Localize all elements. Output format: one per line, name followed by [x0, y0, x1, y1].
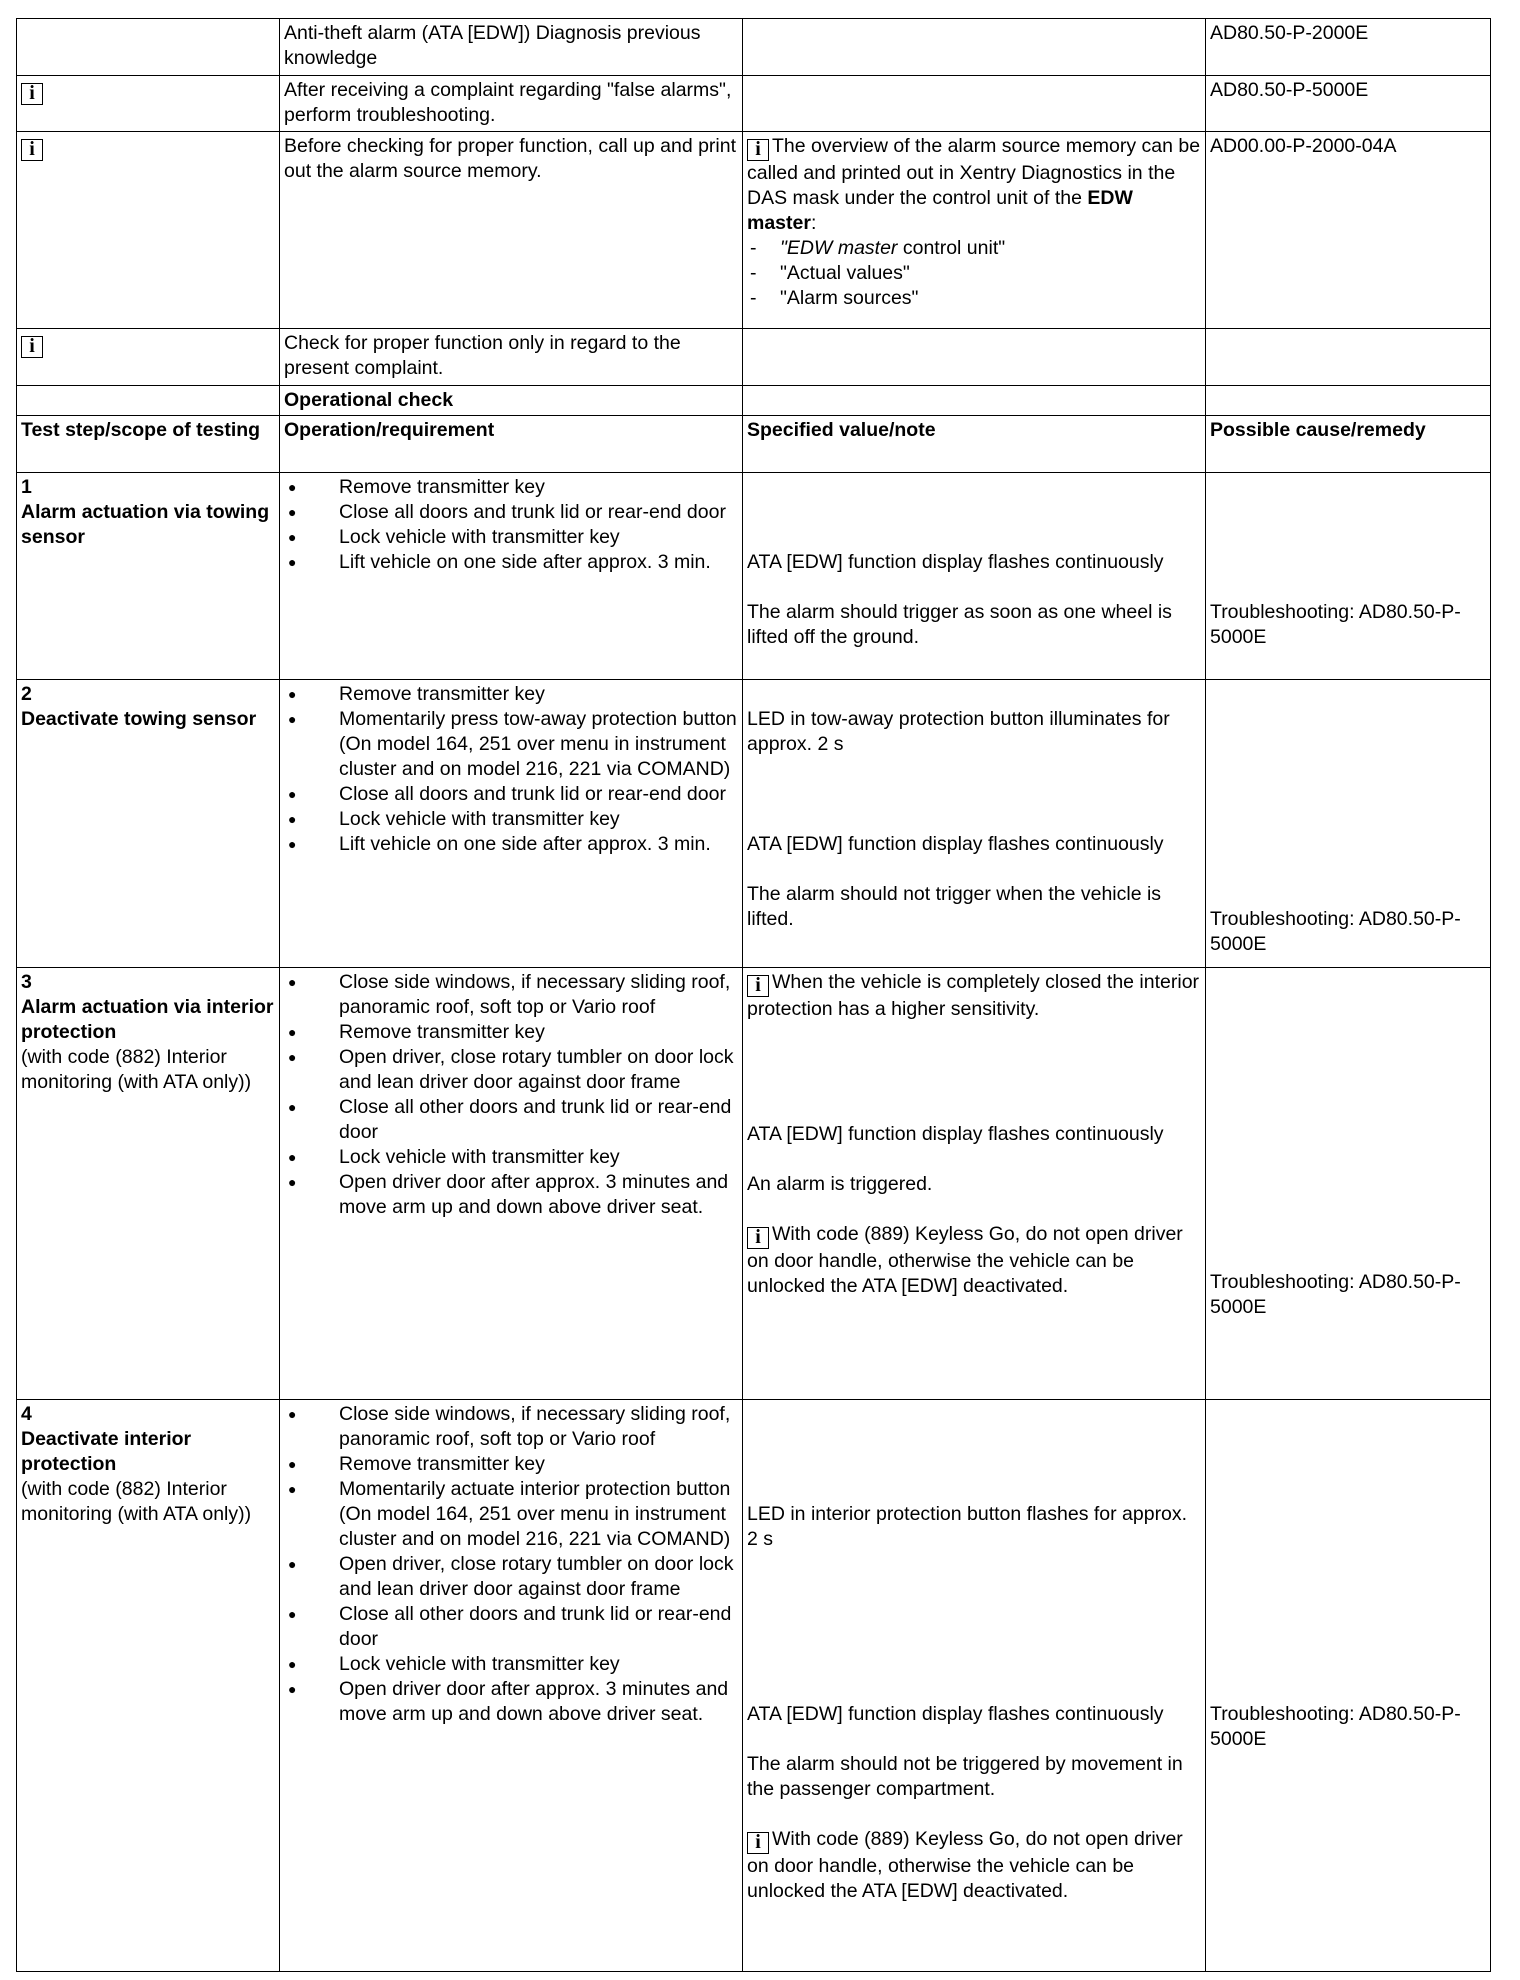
list-item: ● Lift vehicle on one side after approx. 3 min. — [284, 550, 738, 575]
remedy-cell — [1206, 473, 1491, 680]
operation-cell — [280, 473, 743, 680]
list-item: ● Close side windows, if necessary sliding roof, panoramic roof, soft top or Vario roof — [284, 1402, 738, 1452]
operation-list — [284, 970, 738, 1220]
operation-list — [284, 1402, 738, 1502]
column-header: Possible cause/remedy — [1206, 416, 1491, 473]
step-number: 1 — [21, 476, 32, 498]
list-item: ● Momentarily press tow-away protection button — [284, 707, 738, 732]
list-item: ● Momentarily actuate interior protection button — [284, 1477, 738, 1502]
step-number: 4 — [21, 1403, 32, 1425]
info-icon: i — [747, 975, 769, 997]
step-scope — [17, 473, 280, 680]
test-step-row — [17, 680, 1491, 968]
intro-row — [17, 76, 1491, 132]
list-item: ● Open driver, close rotary tumbler on door lock and lean driver door against door frame — [284, 1045, 738, 1095]
note-text: The alarm should trigger as soon as one wheel is lifted off the ground. — [747, 601, 1172, 648]
step-subtitle: (with code (882) Interior monitoring (with ATA only)) — [21, 1478, 252, 1525]
note-text: When the vehicle is completely closed the interior protection has a higher sensitivity. — [747, 971, 1200, 1020]
reference-code: AD80.50-P-2000E — [1206, 19, 1491, 76]
intro-text: Check for proper function only in regard to the present complaint. — [280, 329, 743, 386]
note-text: : — [810, 212, 817, 234]
operation-note: (On model 164, 251 over menu in instrument cluster and on model 216, 221 via COMAND) — [339, 1503, 731, 1550]
operation-cell — [280, 968, 743, 1400]
test-step-row — [17, 473, 1491, 680]
operation-list — [284, 1552, 738, 1727]
list-item: - "Alarm sources" — [747, 286, 1201, 311]
reference-code: AD00.00-P-2000-04A — [1206, 132, 1491, 329]
operation-cell — [280, 1400, 743, 1972]
column-header: Operation/requirement — [280, 416, 743, 473]
remedy-text: Troubleshooting: AD80.50-P-5000E — [1210, 601, 1461, 648]
list-item: ● Remove transmitter key — [284, 682, 738, 707]
note-text: ATA [EDW] function display flashes continuously — [747, 1123, 1164, 1145]
dash-list — [747, 236, 1201, 311]
operation-cell — [280, 680, 743, 968]
list-item: ● Remove transmitter key — [284, 1020, 738, 1045]
intro-text: Before checking for proper function, call up and print out the alarm source memory. — [280, 132, 743, 329]
note-text: With code (889) Keyless Go, do not open driver on door handle, otherwise the vehicle can be unlocked the ATA [EDW] deactivated. — [747, 1223, 1183, 1297]
note-text: LED in interior protection button flashes for approx. 2 s — [747, 1503, 1188, 1550]
note-text: An alarm is triggered. — [747, 1173, 933, 1195]
list-item: ● Lock vehicle with transmitter key — [284, 1145, 738, 1170]
reference-code: AD80.50-P-5000E — [1206, 76, 1491, 132]
step-scope — [17, 680, 280, 968]
step-title: Deactivate interior protection — [21, 1428, 192, 1475]
step-number: 2 — [21, 683, 32, 705]
step-scope — [17, 1400, 280, 1972]
procedure-table — [16, 18, 1491, 1972]
list-item: ● Close all doors and trunk lid or rear-end door — [284, 500, 738, 525]
note-emphasis: EDW master — [747, 187, 1133, 234]
note-text: The alarm should not be triggered by movement in the passenger compartment. — [747, 1753, 1183, 1800]
remedy-cell — [1206, 1400, 1491, 1972]
list-item: ● Lock vehicle with transmitter key — [284, 525, 738, 550]
info-icon: i — [21, 336, 43, 358]
operation-list — [284, 782, 738, 857]
step-title: Deactivate towing sensor — [21, 708, 257, 730]
remedy-text: Troubleshooting: AD80.50-P-5000E — [1210, 1271, 1461, 1318]
list-item: ● Remove transmitter key — [284, 475, 738, 500]
list-item: ● Close all other doors and trunk lid or rear-end door — [284, 1095, 738, 1145]
intro-row — [17, 132, 1491, 329]
list-item: ● Lift vehicle on one side after approx. 3 min. — [284, 832, 738, 857]
step-title: Alarm actuation via interior protection — [21, 996, 274, 1043]
note-text: ATA [EDW] function display flashes continuously — [747, 1703, 1164, 1725]
info-icon: i — [747, 139, 769, 161]
list-item: ● Lock vehicle with transmitter key — [284, 1652, 738, 1677]
info-icon: i — [21, 83, 43, 105]
column-header: Specified value/note — [743, 416, 1206, 473]
step-number: 3 — [21, 971, 32, 993]
intro-row — [17, 19, 1491, 76]
info-icon: i — [21, 139, 43, 161]
note-cell — [743, 680, 1206, 968]
test-step-row — [17, 968, 1491, 1400]
info-icon: i — [747, 1227, 769, 1249]
section-title: Operational check — [280, 386, 743, 416]
list-item: ● Close all doors and trunk lid or rear-end door — [284, 782, 738, 807]
note-text: LED in tow-away protection button illuminates for approx. 2 s — [747, 708, 1170, 755]
column-header: Test step/scope of testing — [17, 416, 280, 473]
info-icon: i — [747, 1832, 769, 1854]
note-cell — [743, 473, 1206, 680]
list-item: ● Open driver door after approx. 3 minutes and move arm up and down above driver seat. — [284, 1677, 738, 1727]
list-item: ● Open driver, close rotary tumbler on door lock and lean driver door against door frame — [284, 1552, 738, 1602]
list-item: ● Lock vehicle with transmitter key — [284, 807, 738, 832]
intro-row — [17, 386, 1491, 416]
note-cell — [743, 132, 1206, 329]
test-step-row — [17, 1400, 1491, 1972]
note-text: ATA [EDW] function display flashes continuously — [747, 551, 1164, 573]
list-item: ● Remove transmitter key — [284, 1452, 738, 1477]
note-text: The overview of the alarm source memory can be called and printed out in Xentry Diagnostics in the DAS mask under the control unit of the — [747, 135, 1201, 209]
operation-list — [284, 682, 738, 732]
list-item: ● Open driver door after approx. 3 minutes and move arm up and down above driver seat. — [284, 1170, 738, 1220]
remedy-text: Troubleshooting: AD80.50-P-5000E — [1210, 908, 1461, 955]
list-item: ● Close all other doors and trunk lid or rear-end door — [284, 1602, 738, 1652]
operation-note: (On model 164, 251 over menu in instrument cluster and on model 216, 221 via COMAND) — [339, 733, 731, 780]
note-cell — [743, 1400, 1206, 1972]
list-item: - "Actual values" — [747, 261, 1201, 286]
document-page — [16, 18, 1490, 1972]
note-text: The alarm should not trigger when the vehicle is lifted. — [747, 883, 1162, 930]
operation-list — [284, 475, 738, 575]
step-title: Alarm actuation via towing sensor — [21, 501, 270, 548]
intro-text: Anti-theft alarm (ATA [EDW]) Diagnosis previous knowledge — [280, 19, 743, 76]
note-text: With code (889) Keyless Go, do not open driver on door handle, otherwise the vehicle can be unlocked the ATA [EDW] deactivated. — [747, 1828, 1183, 1902]
list-item: - "EDW master control unit" — [747, 236, 1201, 261]
intro-text: After receiving a complaint regarding "false alarms", perform troubleshooting. — [280, 76, 743, 132]
remedy-cell — [1206, 680, 1491, 968]
remedy-cell — [1206, 968, 1491, 1400]
step-subtitle: (with code (882) Interior monitoring (with ATA only)) — [21, 1046, 252, 1093]
remedy-text: Troubleshooting: AD80.50-P-5000E — [1210, 1703, 1461, 1750]
table-header-row — [17, 416, 1491, 473]
list-item: ● Close side windows, if necessary sliding roof, panoramic roof, soft top or Vario roof — [284, 970, 738, 1020]
step-scope — [17, 968, 280, 1400]
note-cell — [743, 968, 1206, 1400]
intro-row — [17, 329, 1491, 386]
note-text: ATA [EDW] function display flashes continuously — [747, 833, 1164, 855]
